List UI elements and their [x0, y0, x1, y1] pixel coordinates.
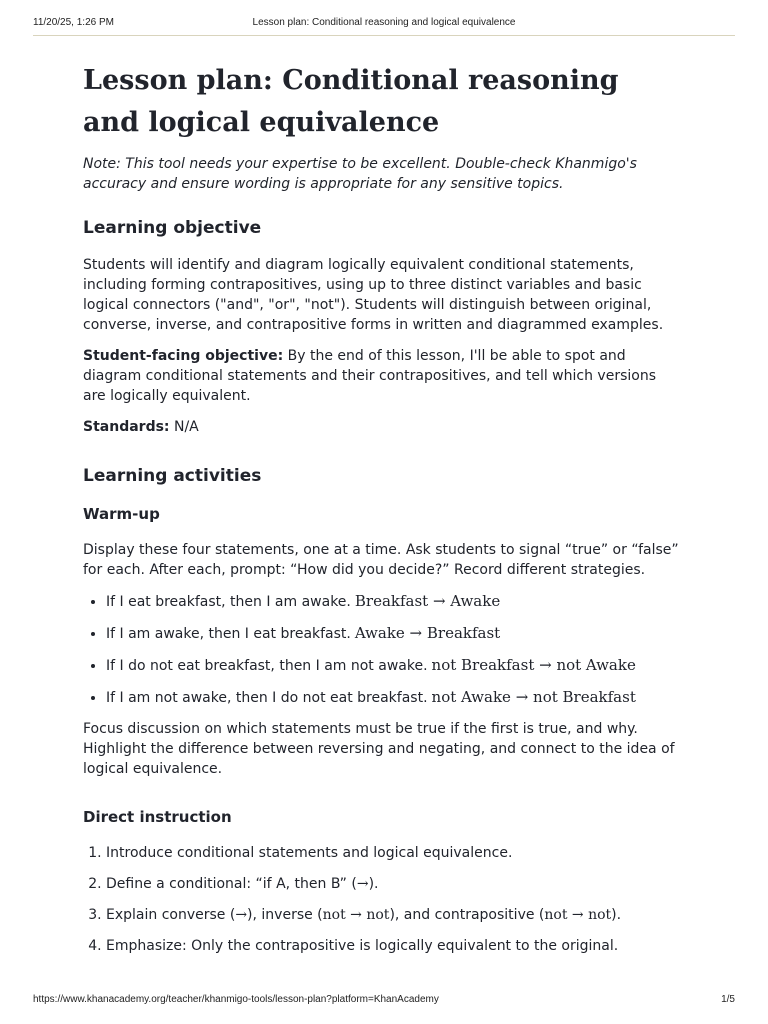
warmup-heading: Warm-up [83, 505, 160, 523]
objective-body: Students will identify and diagram logically equivalent conditional statements, including forming contrapositives, using up to three distinct variables and basic logical connectors ("and", "or", "not"). Students will distinguish between original, converse, inverse, and contrapositive forms in written and diagrammed examples. [83, 257, 664, 333]
warmup-intro: Display these four statements, one at a time. Ask students to signal “true” or “false” for each. After each, prompt: “How did you decide?” Record different strategies. [83, 542, 679, 578]
list-item [106, 655, 683, 676]
statement-math: Awake → Breakfast [354, 624, 501, 642]
instruction-text: Introduce conditional statements and logical equivalence. [106, 845, 513, 861]
list-item [106, 874, 683, 894]
statement-math: not Awake → not Breakfast [431, 688, 636, 706]
arrow-symbol: → [356, 876, 369, 892]
list-item [106, 936, 683, 956]
print-header [33, 17, 735, 36]
list-item [106, 843, 683, 863]
list-item [106, 687, 683, 708]
instruction-text: ). [611, 907, 622, 923]
print-title: Lesson plan: Conditional reasoning and logical equivalence [252, 17, 516, 28]
direct-instruction-heading: Direct instruction [83, 808, 232, 826]
disclaimer-note: Note: This tool needs your expertise to be excellent. Double-check Khanmigo's accuracy and ensure wording is appropriate for any sensitive topics. [83, 156, 637, 192]
student-objective [83, 346, 683, 406]
standards [83, 417, 683, 437]
contrapositive-symbol: not → not [544, 907, 612, 923]
standards-value: N/A [173, 419, 199, 435]
instruction-text: ), inverse ( [247, 907, 323, 923]
document-body [83, 60, 683, 967]
instruction-text: ). [368, 876, 379, 892]
page-number: 1/5 [721, 994, 735, 1005]
arrow-symbol: → [235, 907, 248, 923]
inverse-symbol: not → not [322, 907, 390, 923]
student-objective-label: Student-facing objective: [83, 348, 284, 364]
print-date: 11/20/25, 1:26 PM [33, 17, 114, 28]
list-item [106, 905, 683, 925]
statement-text: If I am awake, then I eat breakfast. [106, 626, 351, 642]
list-item [106, 623, 683, 644]
warmup-list [83, 591, 683, 708]
student-objective-text: By the end of this lesson, I'll be able to spot and diagram conditional statements and their contrapositives, and tell which versions are logically equivalent. [83, 348, 656, 404]
list-item [106, 591, 683, 612]
statement-text: If I eat breakfast, then I am awake. [106, 594, 351, 610]
warmup-focus: Focus discussion on which statements must be true if the first is true, and why. Highlight the difference between reversing and negating, and connect to the idea of logical equivalence. [83, 721, 675, 777]
instruction-text: Explain converse ( [106, 907, 236, 923]
statement-math: Breakfast → Awake [354, 592, 501, 610]
page-url: https://www.khanacademy.org/teacher/khanmigo-tools/lesson-plan?platform=KhanAcademy [33, 994, 439, 1005]
instruction-text: ), and contrapositive ( [389, 907, 545, 923]
statement-text: If I am not awake, then I do not eat breakfast. [106, 690, 428, 706]
print-footer [33, 994, 735, 1008]
statement-math: not Breakfast → not Awake [431, 656, 636, 674]
instruction-text: Define a conditional: “if A, then B” ( [106, 876, 357, 892]
activities-heading: Learning activities [83, 466, 262, 486]
objective-heading: Learning objective [83, 218, 262, 238]
instruction-text: Emphasize: Only the contrapositive is logically equivalent to the original. [106, 938, 619, 954]
standards-label: Standards: [83, 419, 170, 435]
direct-instruction-list [83, 843, 683, 956]
page-title: Lesson plan: Conditional reasoning and logical equivalence [83, 65, 619, 138]
statement-text: If I do not eat breakfast, then I am not awake. [106, 658, 428, 674]
